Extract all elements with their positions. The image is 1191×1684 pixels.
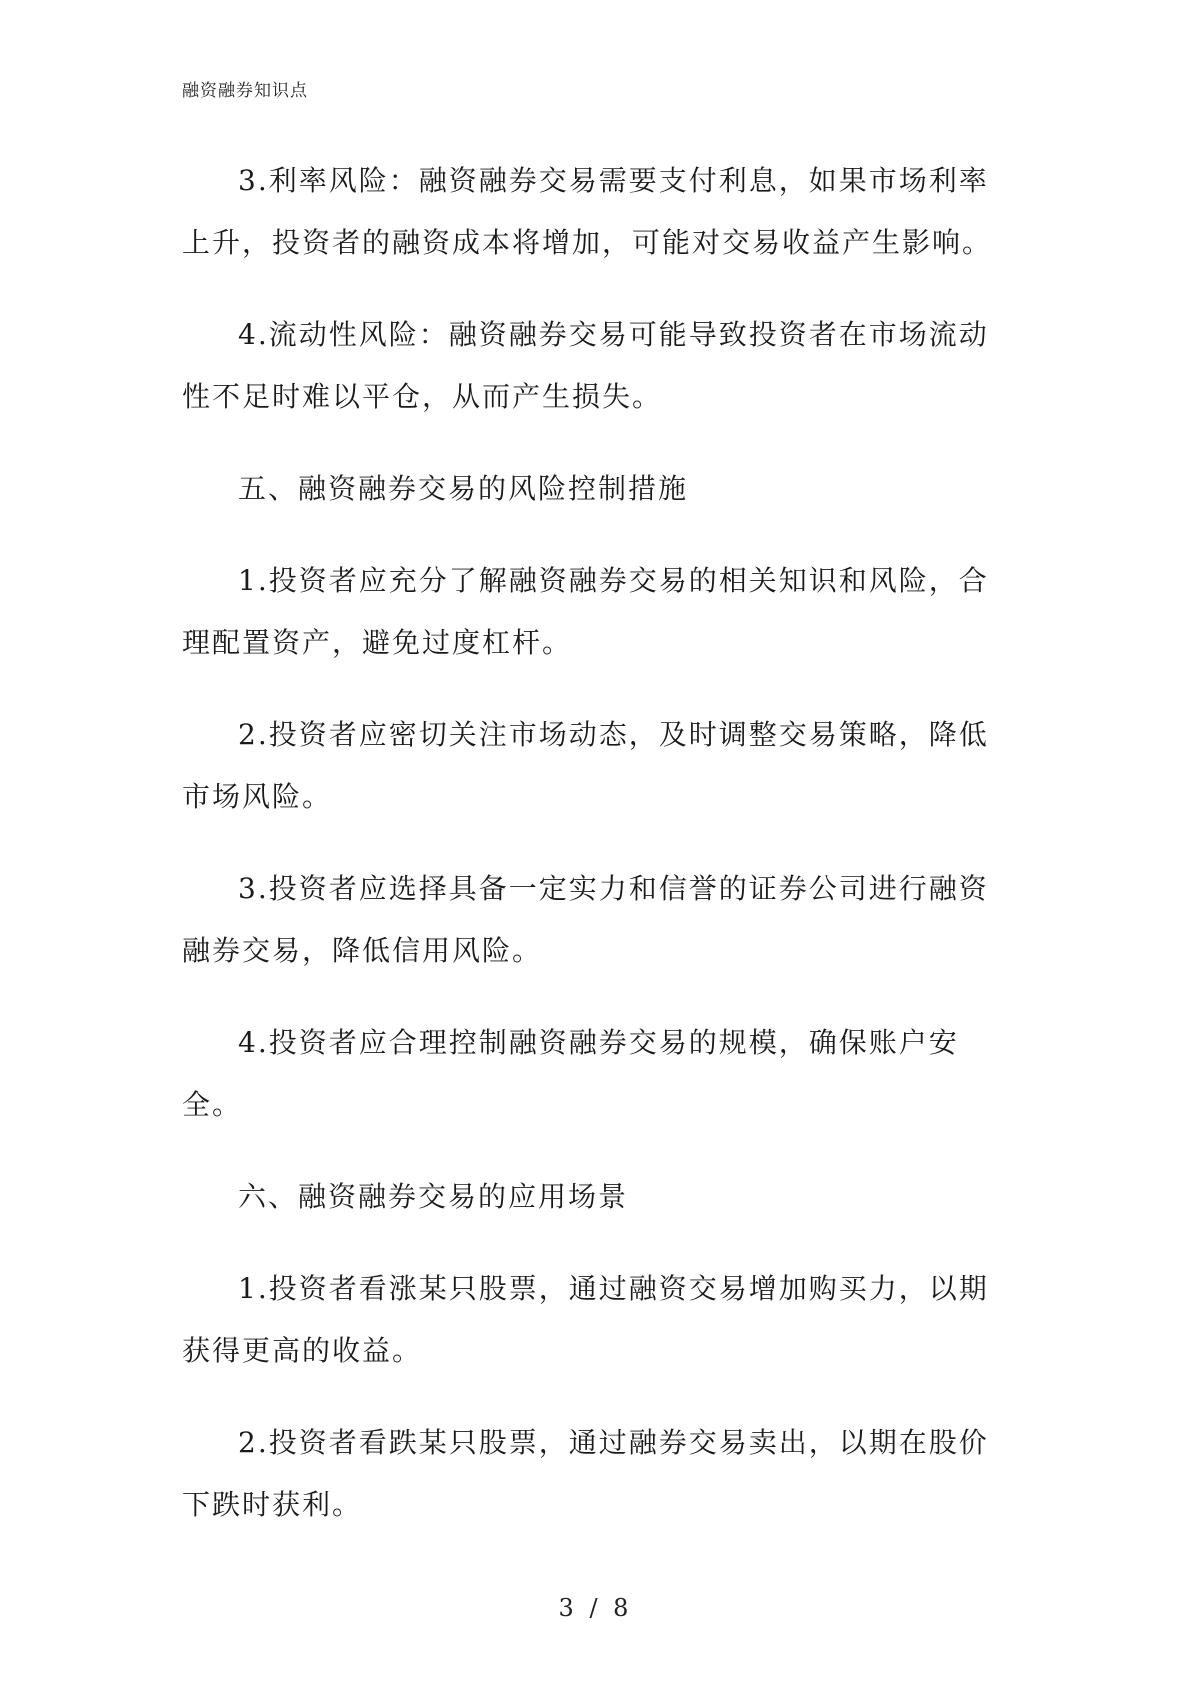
paragraph-control-3: 3.投资者应选择具备一定实力和信誉的证券公司进行融资融券交易，降低信用风险。 bbox=[182, 872, 989, 967]
paragraph-control-4: 4.投资者应合理控制融资融券交易的规模，确保账户安全。 bbox=[182, 1026, 959, 1121]
section-heading-applications: 六、融资融券交易的应用场景 bbox=[238, 1180, 629, 1213]
paragraph-application-2: 2.投资者看跌某只股票，通过融券交易卖出，以期在股价下跌时获利。 bbox=[182, 1426, 989, 1521]
paragraph-liquidity-risk: 4.流动性风险：融资融券交易可能导致投资者在市场流动性不足时难以平仓，从而产生损失。 bbox=[182, 318, 989, 413]
section-heading-risk-control: 五、融资融券交易的风险控制措施 bbox=[238, 472, 689, 505]
paragraph-interest-rate-risk: 3.利率风险：融资融券交易需要支付利息，如果市场利率上升，投资者的融资成本将增加，可能对交易收益产生影响。 bbox=[182, 164, 993, 259]
page-number: 3 / 8 bbox=[558, 1594, 633, 1622]
paragraph-control-1: 1.投资者应充分了解融资融券交易的相关知识和风险，合理配置资产，避免过度杠杆。 bbox=[182, 564, 989, 659]
paragraph-control-2: 2.投资者应密切关注市场动态，及时调整交易策略，降低市场风险。 bbox=[182, 718, 989, 813]
paragraph-application-1: 1.投资者看涨某只股票，通过融资交易增加购买力，以期获得更高的收益。 bbox=[182, 1272, 989, 1367]
running-header: 融资融券知识点 bbox=[182, 81, 308, 101]
page-content bbox=[182, 150, 1004, 1566]
